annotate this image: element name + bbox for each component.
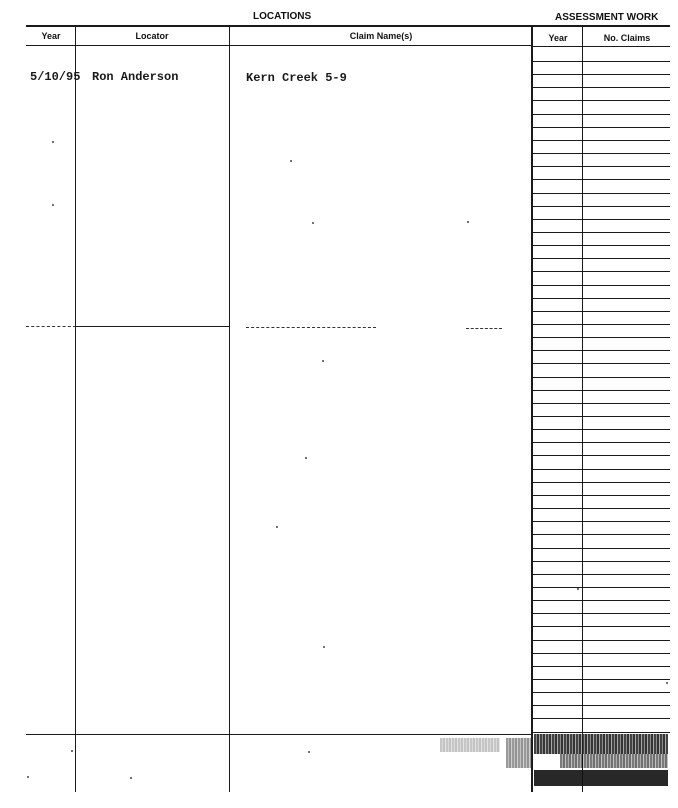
assessment-row-line: [532, 482, 670, 483]
assessment-row-line: [532, 74, 670, 75]
scan-noise: [560, 754, 668, 768]
top-rule: [26, 25, 670, 27]
assessment-row-line: [532, 232, 670, 233]
assessment-row-line: [532, 495, 670, 496]
locations-header: LOCATIONS: [253, 11, 312, 22]
assessment-row-line: [532, 179, 670, 180]
assessment-row-line: [532, 298, 670, 299]
assessment-row-line: [532, 285, 670, 286]
claim-names-column-header: Claim Name(s): [349, 31, 413, 41]
divider-locator-claims: [229, 26, 230, 792]
assessment-row-line: [532, 561, 670, 562]
assessment-row-line: [532, 245, 670, 246]
scan-speck: [467, 221, 469, 223]
scan-noise: [534, 734, 668, 754]
assessment-row-line: [532, 363, 670, 364]
assessment-row-line: [532, 613, 670, 614]
entry-claim-names: Kern Creek 5-9: [246, 71, 347, 85]
assessment-row-line: [532, 442, 670, 443]
assessment-row-line: [532, 534, 670, 535]
scan-speck: [27, 776, 29, 778]
assessment-row-line: [532, 653, 670, 654]
assessment-row-line: [532, 206, 670, 207]
scan-speck: [308, 751, 310, 753]
assessment-row-line: [532, 390, 670, 391]
assessment-row-line: [532, 166, 670, 167]
assessment-row-line: [532, 258, 670, 259]
assessment-row-line: [532, 469, 670, 470]
assessment-row-line: [532, 666, 670, 667]
assessment-row-line: [532, 114, 670, 115]
assessment-row-line: [532, 271, 670, 272]
assessment-row-line: [532, 337, 670, 338]
assessment-row-line: [532, 732, 670, 733]
assessment-row-line: [532, 429, 670, 430]
scan-noise: [440, 738, 500, 752]
header-underline: [26, 45, 532, 46]
assessment-row-line: [532, 692, 670, 693]
assessment-row-line: [532, 219, 670, 220]
scan-noise: [506, 738, 532, 768]
assessment-row-line: [532, 587, 670, 588]
assessment-row-line: [532, 508, 670, 509]
locator-column-header: Locator: [135, 31, 169, 41]
assessment-row-line: [532, 350, 670, 351]
assessment-row-line: [532, 679, 670, 680]
scan-speck: [290, 160, 292, 162]
no-claims-column-header: No. Claims: [603, 33, 651, 43]
scan-speck: [305, 457, 307, 459]
assessment-row-line: [532, 311, 670, 312]
scan-speck: [130, 777, 132, 779]
assessment-row-line: [532, 705, 670, 706]
assessment-row-line: [532, 100, 670, 101]
assessment-header-underline: [532, 46, 670, 47]
assessment-row-line: [532, 626, 670, 627]
entry-locator: Ron Anderson: [92, 70, 179, 84]
separator-dashed-left: [26, 326, 76, 327]
assessment-row-line: [532, 61, 670, 62]
year-column-header: Year: [41, 31, 61, 41]
assessment-row-line: [532, 640, 670, 641]
separator-dashed-claims-right: [466, 328, 502, 329]
assessment-row-line: [532, 455, 670, 456]
assessment-row-line: [532, 416, 670, 417]
scan-speck: [323, 646, 325, 648]
assessment-row-line: [532, 87, 670, 88]
scan-speck: [322, 360, 324, 362]
bottom-separator: [26, 734, 532, 735]
scan-speck: [52, 204, 54, 206]
scan-speck: [577, 588, 579, 590]
assessment-row-line: [532, 127, 670, 128]
entry-year: 5/10/95: [30, 70, 81, 84]
assessment-row-line: [532, 153, 670, 154]
scan-speck: [276, 526, 278, 528]
assessment-row-line: [532, 574, 670, 575]
assessment-work-header: ASSESSMENT WORK: [555, 12, 659, 23]
separator-locator: [76, 326, 229, 327]
assessment-row-line: [532, 521, 670, 522]
divider-year-locator: [75, 26, 76, 792]
scan-speck: [71, 750, 73, 752]
assessment-row-line: [532, 718, 670, 719]
assessment-row-line: [532, 403, 670, 404]
assessment-row-line: [532, 377, 670, 378]
assessment-row-line: [532, 548, 670, 549]
assessment-row-line: [532, 140, 670, 141]
scan-noise: [534, 770, 668, 786]
assessment-row-line: [532, 193, 670, 194]
scan-speck: [52, 141, 54, 143]
assessment-row-line: [532, 324, 670, 325]
assessment-year-column-header: Year: [548, 33, 568, 43]
scan-speck: [312, 222, 314, 224]
separator-dashed-claims: [246, 327, 376, 328]
scan-speck: [666, 682, 668, 684]
assessment-row-line: [532, 600, 670, 601]
